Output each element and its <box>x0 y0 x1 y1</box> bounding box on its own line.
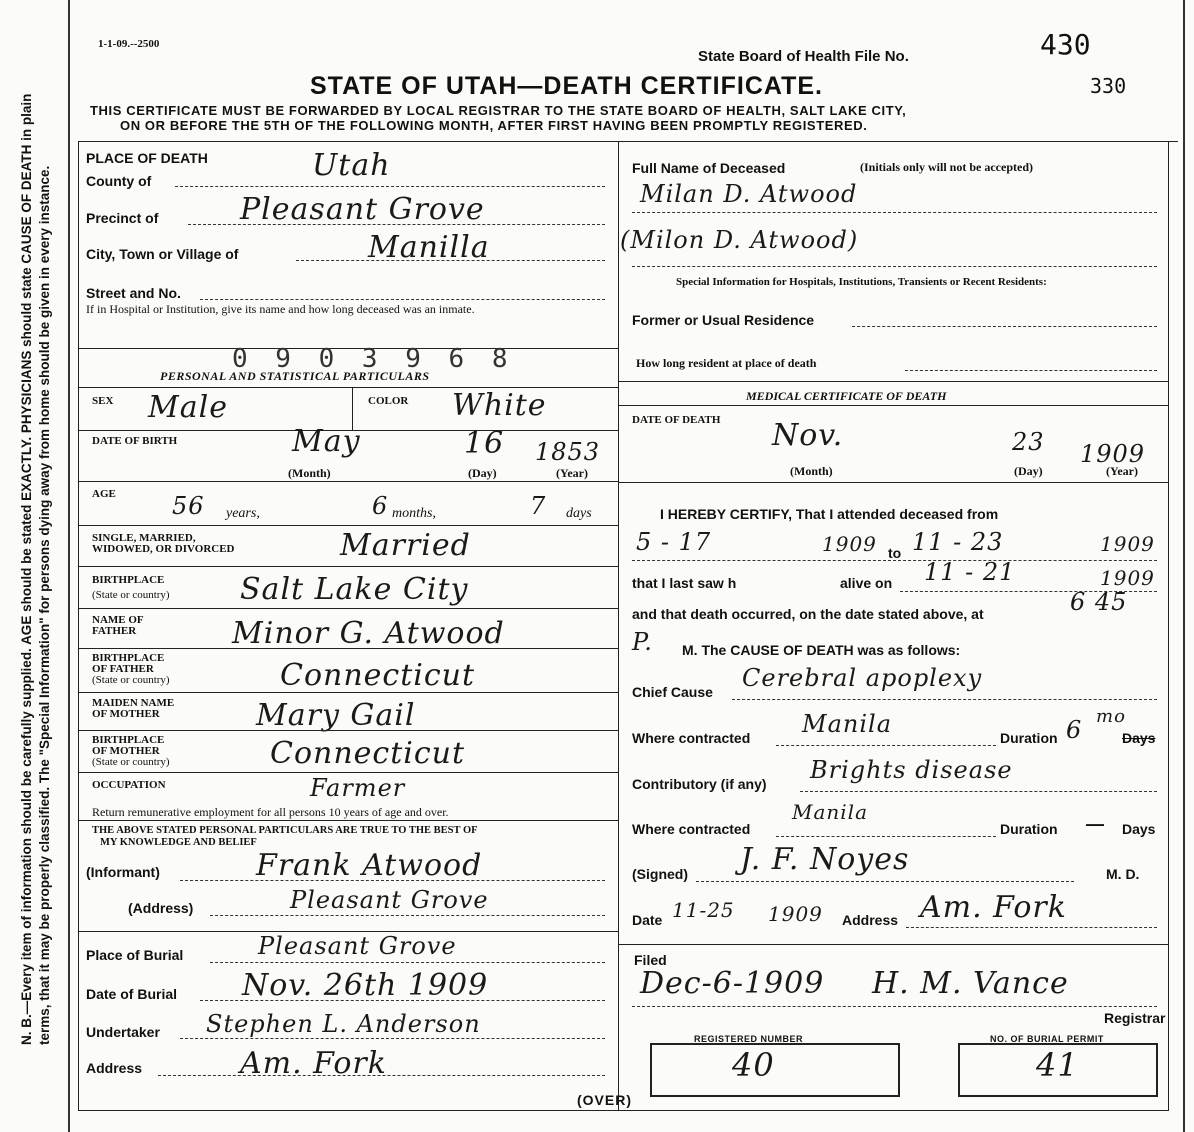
occupation-label: OCCUPATION <box>92 779 166 791</box>
father-bp-label-1: BIRTHPLACE <box>92 652 165 664</box>
notice-line-2: ON OR BEFORE THE 5TH OF THE FOLLOWING MONTH, AFTER FIRST HAVING BEEN PROMPTLY REGISTERED. <box>120 118 868 133</box>
place-of-death-label: PLACE OF DEATH <box>86 150 208 166</box>
contrib-where-label: Where contracted <box>632 821 751 837</box>
burial-address-value: Am. Fork <box>240 1046 387 1081</box>
death-time: 6 45 <box>1070 588 1128 616</box>
death-occurred-label: and that death occurred, on the date stated above, at <box>632 606 984 622</box>
dod-month: Nov. <box>772 418 844 453</box>
father-bp-label-2: OF FATHER <box>92 663 154 675</box>
occupation-note: Return remunerative employment for all persons 10 years of age and over. <box>92 805 449 819</box>
mother-bp-value: Connecticut <box>270 736 466 771</box>
county-label: County of <box>86 173 152 189</box>
contrib-duration-value: — <box>1086 814 1104 834</box>
informant-label: (Informant) <box>86 864 160 880</box>
sex-value: Male <box>148 390 228 425</box>
chief-where-value: Manila <box>802 710 892 738</box>
deceased-name-line <box>632 212 1157 213</box>
certificate-title: STATE OF UTAH—DEATH CERTIFICATE. <box>310 72 823 100</box>
chief-where-line <box>776 745 996 746</box>
from-year: 1909 <box>822 532 877 556</box>
dob-rule <box>78 481 618 482</box>
deceased-name-value: Milan D. Atwood <box>640 180 858 208</box>
dob-day: 16 <box>464 426 505 461</box>
dod-day: 23 <box>1012 428 1045 456</box>
cert-address-label: Address <box>842 912 899 928</box>
chief-duration-label: Duration <box>1000 730 1058 746</box>
informant-address-line <box>210 915 605 916</box>
months-label: months, <box>392 506 436 521</box>
age-months: 6 <box>372 492 389 520</box>
precinct-value: Pleasant Grove <box>240 192 485 227</box>
filed-line <box>632 1006 1157 1007</box>
sidebar-note: N. B.—Every item of information should be carefully supplied. AGE should be stated EXACTLY. PHYSICIANS should state CAUSE OF DEATH in plain terms, that it may be properly classified. The "Special Information" for persons dying away from home should be given in every instance. <box>19 93 52 1045</box>
am-pm: P. <box>632 628 653 656</box>
hospital-note: If in Hospital or Institution, give its name and how long deceased was an inmate. <box>86 302 475 316</box>
father-value: Minor G. Atwood <box>232 616 505 651</box>
chief-days-label: Days <box>1122 730 1156 746</box>
informant-address-label: (Address) <box>128 900 194 916</box>
informant-value: Frank Atwood <box>256 848 483 883</box>
dod-year: 1909 <box>1080 440 1146 468</box>
file-no-value: 430 <box>1040 28 1091 61</box>
precinct-label: Precinct of <box>86 210 159 226</box>
last-saw-year: 1909 <box>1100 566 1155 590</box>
marital-label-2: WIDOWED, OR DIVORCED <box>92 543 235 555</box>
over-footer: (OVER) <box>577 1092 632 1108</box>
cert-address-value: Am. Fork <box>920 890 1067 925</box>
county-line <box>175 186 605 187</box>
certify-text: I HEREBY CERTIFY, That I attended deceased from <box>660 506 999 522</box>
dod-rule <box>618 482 1168 483</box>
burial-date-label: Date of Burial <box>86 986 178 1002</box>
contrib-days-label: Days <box>1122 821 1156 837</box>
occupation-value: Farmer <box>310 774 406 802</box>
signed-value: J. F. Noyes <box>740 842 910 877</box>
top-rule <box>78 141 1178 142</box>
mother-bp-label-3: (State or country) <box>92 756 170 768</box>
registered-number-box <box>650 1043 900 1097</box>
birthplace-value: Salt Lake City <box>240 572 469 607</box>
deceased-name-alt: (Milon D. Atwood) <box>620 226 859 254</box>
birthplace-label-1: BIRTHPLACE <box>92 574 165 586</box>
dob-label: DATE OF BIRTH <box>92 435 178 447</box>
father-label-1: NAME OF <box>92 614 144 626</box>
cert-date-label: Date <box>632 912 663 928</box>
contrib-where-value: Manila <box>792 800 868 824</box>
mother-bp-label-2: OF MOTHER <box>92 745 160 757</box>
city-value: Manilla <box>368 230 490 265</box>
burial-permit-label: NO. OF BURIAL PERMIT <box>990 1034 1104 1044</box>
chief-where-label: Where contracted <box>632 730 751 746</box>
father-bp-label-3: (State or country) <box>92 674 170 686</box>
attended-to: 11 - 23 <box>912 528 1004 556</box>
registrar-value: H. M. Vance <box>872 966 1069 1001</box>
dod-month-caption: (Month) <box>790 464 833 478</box>
deceased-name-alt-line <box>632 266 1157 267</box>
age-rule <box>78 525 618 526</box>
occupation-rule <box>78 820 618 821</box>
attended-from: 5 - 17 <box>636 528 712 556</box>
burial-place-line <box>210 962 605 963</box>
cause-heading: M. The CAUSE OF DEATH was as follows: <box>682 642 961 658</box>
dob-month: May <box>292 424 361 459</box>
burial-place-label: Place of Burial <box>86 947 184 963</box>
informant-statement-2: MY KNOWLEDGE AND BELIEF <box>100 837 257 848</box>
marital-rule <box>78 566 618 567</box>
contributory-label: Contributory (if any) <box>632 776 767 792</box>
mother-bp-rule <box>78 772 618 773</box>
days-label: days <box>566 506 592 521</box>
undertaker-label: Undertaker <box>86 1024 160 1040</box>
file-no-label: State Board of Health File No. <box>698 48 909 65</box>
center-divider <box>618 141 619 1111</box>
left-border <box>68 0 70 1132</box>
signed-line <box>696 881 1074 882</box>
contrib-where-line <box>776 836 996 837</box>
contrib-duration-label: Duration <box>1000 821 1058 837</box>
chief-duration-unit: mo <box>1096 706 1126 727</box>
father-bp-rule <box>78 692 618 693</box>
father-bp-value: Connecticut <box>280 658 476 693</box>
undertaker-value: Stephen L. Anderson <box>206 1010 481 1038</box>
sex-label: SEX <box>92 395 114 407</box>
mother-label-1: MAIDEN NAME <box>92 697 175 709</box>
father-rule <box>78 648 618 649</box>
bottom-rule <box>78 1110 1168 1111</box>
file-no-alt: 330 <box>1090 74 1127 98</box>
age-label: AGE <box>92 488 116 500</box>
medical-heading: MEDICAL CERTIFICATE OF DEATH <box>746 389 947 403</box>
father-label-2: FATHER <box>92 625 137 637</box>
to-label: to <box>888 545 902 561</box>
contributory-line <box>800 791 1157 792</box>
special-info: Special Information for Hospitals, Institutions, Transients or Recent Residents: <box>676 276 1047 288</box>
medical-heading-rule <box>618 405 1168 406</box>
cert-address-line <box>906 927 1157 928</box>
burial-place-value: Pleasant Grove <box>258 932 457 960</box>
birthplace-rule <box>78 608 618 609</box>
chief-cause-value: Cerebral apoplexy <box>742 664 983 692</box>
dob-year-caption: (Year) <box>556 466 588 480</box>
informant-statement-1: THE ABOVE STATED PERSONAL PARTICULARS ARE TRUE TO THE BEST OF <box>92 825 478 836</box>
street-line <box>200 299 605 300</box>
inner-right-border <box>1168 141 1169 1111</box>
color-label: COLOR <box>368 395 409 407</box>
former-residence-label: Former or Usual Residence <box>632 312 815 328</box>
last-saw-date: 11 - 21 <box>924 558 1016 586</box>
informant-address-value: Pleasant Grove <box>290 886 489 914</box>
filing-rule <box>618 944 1168 945</box>
registrar-label: Registrar <box>1104 1010 1166 1026</box>
age-years: 56 <box>172 492 205 520</box>
marital-label-1: SINGLE, MARRIED, <box>92 532 196 544</box>
filed-value: Dec-6-1909 <box>640 966 825 1001</box>
stamp-number: 0 9 0 3 9 6 8 <box>232 344 514 374</box>
color-value: White <box>452 388 547 423</box>
burial-permit-value: 41 <box>1036 1046 1079 1084</box>
chief-duration-value: 6 <box>1066 716 1083 744</box>
dob-year: 1853 <box>535 438 601 466</box>
dob-day-caption: (Day) <box>468 466 497 480</box>
chief-cause-label: Chief Cause <box>632 684 713 700</box>
deceased-name-label: Full Name of Deceased <box>632 160 786 176</box>
cert-date-value: 11-25 <box>672 898 735 922</box>
burial-address-label: Address <box>86 1060 143 1076</box>
inner-left-border <box>78 141 79 1111</box>
street-label: Street and No. <box>86 285 181 301</box>
marital-value: Married <box>340 528 471 563</box>
medical-top-rule <box>618 381 1168 382</box>
undertaker-line <box>180 1038 605 1039</box>
right-border <box>1183 0 1185 1132</box>
attended-line <box>632 560 1157 561</box>
dob-month-caption: (Month) <box>288 466 331 480</box>
years-label: years, <box>226 506 260 521</box>
county-value: Utah <box>312 148 391 183</box>
alive-on-label: alive on <box>840 575 893 591</box>
deceased-name-note: (Initials only will not be accepted) <box>860 160 1033 174</box>
mother-value: Mary Gail <box>256 698 416 733</box>
registered-number-label: REGISTERED NUMBER <box>694 1034 804 1044</box>
mother-label-2: OF MOTHER <box>92 708 160 720</box>
birthplace-label-2: (State or country) <box>92 589 170 601</box>
last-saw-label: that I last saw h <box>632 575 737 591</box>
mother-bp-label-1: BIRTHPLACE <box>92 734 165 746</box>
date-of-death-label: DATE OF DEATH <box>632 414 721 426</box>
to-year: 1909 <box>1100 532 1155 556</box>
how-long-label: How long resident at place of death <box>636 356 817 370</box>
registered-number-value: 40 <box>732 1046 775 1084</box>
filed-label: Filed <box>634 952 667 968</box>
burial-date-value: Nov. 26th 1909 <box>242 968 489 1003</box>
how-long-line <box>905 370 1157 371</box>
former-residence-line <box>852 326 1157 327</box>
form-code: 1-1-09.--2500 <box>98 38 160 50</box>
cert-date-year: 1909 <box>768 902 823 926</box>
contributory-value: Brights disease <box>810 756 1013 784</box>
dod-day-caption: (Day) <box>1014 464 1043 478</box>
md-label: M. D. <box>1106 866 1140 882</box>
signed-label: (Signed) <box>632 866 688 882</box>
city-label: City, Town or Village of <box>86 246 239 262</box>
mother-rule <box>78 730 618 731</box>
age-days: 7 <box>530 492 547 520</box>
dod-year-caption: (Year) <box>1106 464 1138 478</box>
personal-heading: PERSONAL AND STATISTICAL PARTICULARS <box>160 369 430 383</box>
notice-line-1: THIS CERTIFICATE MUST BE FORWARDED BY LOCAL REGISTRAR TO THE STATE BOARD OF HEALTH, SALT LAKE CITY, <box>90 103 907 118</box>
chief-cause-line <box>732 699 1157 700</box>
